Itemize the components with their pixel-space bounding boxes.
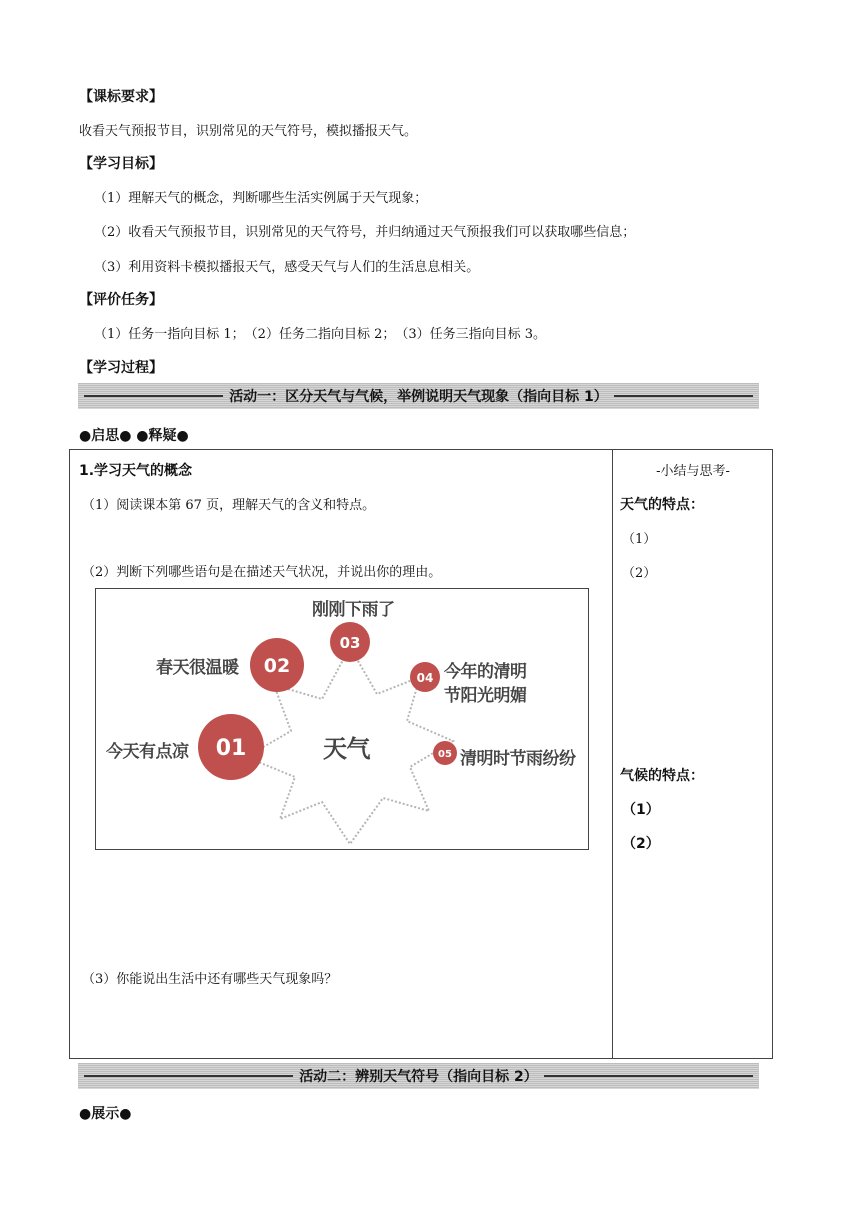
objectives-heading: 【学习目标】 [79, 156, 163, 172]
weather-concept-diagram [95, 588, 589, 850]
table-column-divider [612, 450, 613, 1058]
concept-title: 1.学习天气的概念 [79, 463, 193, 479]
circle-04-number: 04 [416, 671, 434, 685]
banner-2-rule-right [544, 1075, 753, 1077]
climate-feature-2: （2） [622, 836, 660, 852]
tasks-heading: 【评价任务】 [79, 292, 163, 308]
objective-item-1: （1）理解天气的概念，判断哪些生活实例属于天气现象； [94, 191, 428, 206]
center-label: 天气 [323, 735, 370, 763]
label-03: 刚刚下雨了 [312, 600, 395, 620]
circle-01-number: 01 [215, 736, 247, 761]
weather-feature-1: （1） [622, 532, 657, 547]
banner-rule-right [614, 395, 753, 397]
summary-header: -小结与思考- [656, 464, 730, 479]
weather-feature-2: （2） [622, 566, 657, 581]
weather-features-title: 天气的特点： [620, 497, 704, 513]
label-04-line2: 节阳光明媚 [444, 686, 527, 706]
activity-2-subheading: ●展示● [79, 1106, 132, 1122]
label-04-line1: 今年的清明 [444, 662, 527, 682]
activity-2-title: 活动二：辨别天气符号（指向目标 2） [299, 1069, 538, 1085]
climate-feature-1: （1） [622, 802, 660, 818]
activity-1-title: 活动一：区分天气与气候，举例说明天气现象（指向目标 1） [229, 389, 608, 405]
question-2: （2）判断下列哪些语句是在描述天气状况，并说出你的理由。 [82, 565, 442, 580]
objective-item-3: （3）利用资料卡模拟播报天气，感受天气与人们的生活息息相关。 [94, 260, 480, 275]
activity-1-subheading: ●启思● ●释疑● [79, 428, 189, 444]
tasks-text: （1）任务一指向目标 1； （2）任务二指向目标 2； （3）任务三指向目标 3。 [94, 327, 547, 342]
curriculum-text: 收看天气预报节目，识别常见的天气符号，模拟播报天气。 [79, 124, 418, 139]
activity-2-banner [78, 1063, 759, 1089]
circle-02-number: 02 [263, 655, 291, 677]
label-02: 春天很温暖 [156, 658, 239, 678]
activity-1-banner [78, 383, 759, 409]
process-heading: 【学习过程】 [79, 360, 163, 376]
circle-03-number: 03 [339, 634, 361, 652]
label-05: 清明时节雨纷纷 [460, 749, 576, 769]
objective-item-2: （2）收看天气预报节目，识别常见的天气符号，并归纳通过天气预报我们可以获取哪些信息； [94, 225, 636, 240]
diagram-graphics [96, 589, 588, 849]
label-01: 今天有点凉 [106, 742, 189, 762]
activity-1-table [69, 449, 773, 1059]
banner-rule-left [84, 395, 223, 397]
question-1: （1）阅读课本第 67 页，理解天气的含义和特点。 [82, 498, 376, 513]
curriculum-heading: 【课标要求】 [79, 89, 163, 105]
climate-features-title: 气候的特点： [620, 768, 704, 784]
banner-2-rule-left [84, 1075, 293, 1077]
question-3: （3）你能说出生活中还有哪些天气现象吗？ [82, 972, 338, 987]
circle-05-number: 05 [438, 749, 452, 760]
